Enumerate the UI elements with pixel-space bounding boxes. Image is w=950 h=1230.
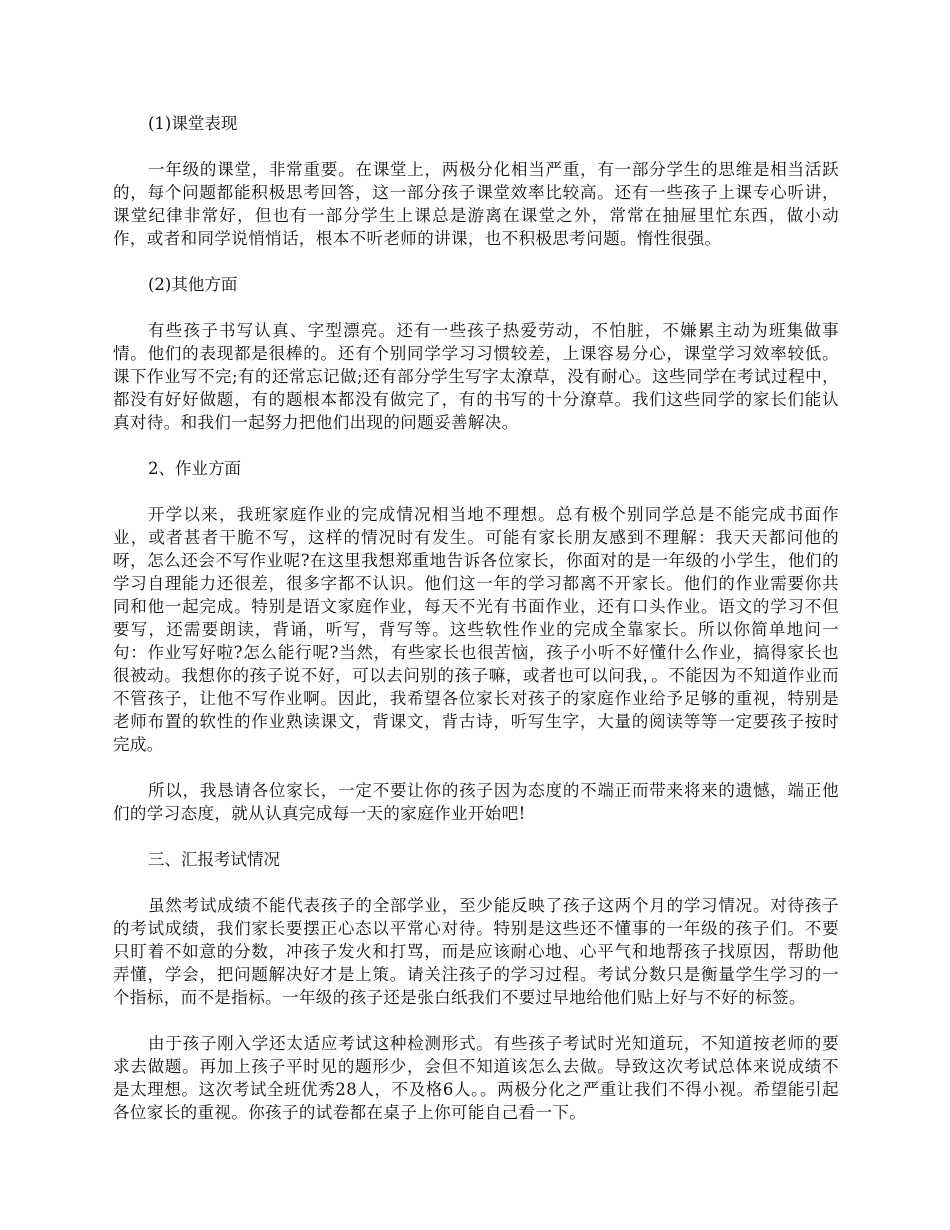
document-body [113, 112, 839, 1147]
paragraph: 由于孩子刚入学还太适应考试这种检测形式。有些孩子考试时光知道玩，不知道按老师的要求去做题。再加上孩子平时见的题形少，会但不知道该怎么去做。导致这次考试总体来说成绩不是太理想。这次考试全班优秀28人，不及格6人。。两极分化之严重让我们不得小视。希望能引起各位家长的重视。你孩子的试卷都在桌子上你可能自己看一下。 [113, 1034, 839, 1122]
section-heading: (1)课堂表现 [148, 114, 238, 133]
paragraph: 一年级的课堂，非常重要。在课堂上，两极分化相当严重，有一部分学生的思维是相当活跃的，每个问题都能积极思考回答，这一部分孩子课堂效率比较高。还有一些孩子上课专心听讲，课堂纪律非常好，但也有一部分学生上课总是游离在课堂之外，常常在抽屉里忙东西，做小动作，或者和同学说悄悄话，根本不听老师的讲课，也不积极思考问题。惰性很强。 [113, 160, 839, 248]
section-heading: 三、汇报考试情况 [148, 850, 280, 869]
paragraph: 虽然考试成绩不能代表孩子的全部学业，至少能反映了孩子这两个月的学习情况。对待孩子的考试成绩，我们家长要摆正心态以平常心对待。特别是这些还不懂事的一年级的孩子们。不要只盯着不如意的分数，冲孩子发火和打骂，而是应该耐心地、心平气和地帮孩子找原因，帮助他弄懂，学会，把问题解决好才是上策。请关注孩子的学习过程。考试分数只是衡量学生学习的一个指标，而不是指标。一年级的孩子还是张白纸我们不要过早地给他们贴上好与不好的标签。 [113, 896, 839, 1007]
paragraph: 开学以来，我班家庭作业的完成情况相当地不理想。总有极个别同学总是不能完成书面作业，或者甚者干脆不写，这样的情况时有发生。可能有家长朋友感到不理解：我天天都问他的呀，怎么还会不写作业呢?在这里我想郑重地告诉各位家长，你面对的是一年级的小学生，他们的学习自理能力还很差，很多字都不认识。他们这一年的学习都离不开家长。他们的作业需要你共同和他一起完成。特别是语文家庭作业，每天不光有书面作业，还有口头作业。语文的学习不但要写，还需要朗读，背诵，听写，背写等。这些软性作业的完成全靠家长。所以你简单地问一句：作业写好啦?怎么能行呢?当然，有些家长也很苦恼，孩子小听不好懂什么作业，搞得家长也很被动。我想你的孩子说不好，可以去问别的孩子嘛，或者也可以问我，。不能因为不知道作业而不管孩子，让他不写作业啊。因此，我希望各位家长对孩子的家庭作业给予足够的重视，特别是老师布置的软性的作业熟读课文，背课文，背古诗，听写生字，大量的阅读等等一定要孩子按时完成。 [113, 505, 839, 754]
section-heading: 2、作业方面 [148, 459, 241, 478]
paragraph: 所以，我恳请各位家长，一定不要让你的孩子因为态度的不端正而带来将来的遗憾，端正他们的学习态度，就从认真完成每一天的家庭作业开始吧! [113, 781, 839, 823]
paragraph: 有些孩子书写认真、字型漂亮。还有一些孩子热爱劳动，不怕脏，不嫌累主动为班集做事情。他们的表现都是很棒的。还有个别同学学习习惯较差，上课容易分心，课堂学习效率较低。课下作业写不完;有的还常忘记做;还有部分学生写字太潦草，没有耐心。这些同学在考试过程中，都没有好好做题，有的题根本都没有做完了，有的书写的十分潦草。我们这些同学的家长们能认真对待。和我们一起努力把他们出现的问题妥善解决。 [113, 321, 839, 432]
section-heading: (2)其他方面 [148, 275, 238, 294]
